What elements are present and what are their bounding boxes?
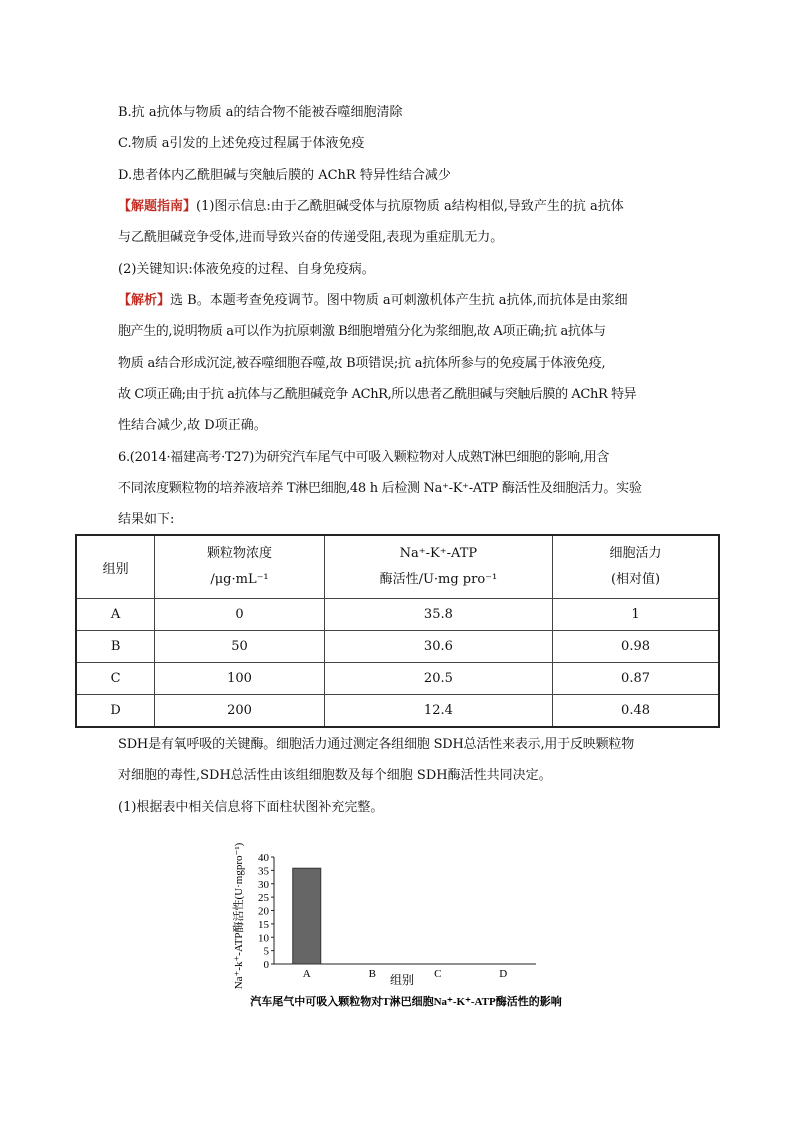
cell-atp: 20.5 — [324, 663, 552, 695]
sdh-line-2: 对细胞的毒性,SDH总活性由该组细胞数及每个细胞 SDH酶活性共同决定。 — [118, 768, 552, 783]
guide-text-1: (1)图示信息:由于乙酰胆碱受体与抗原物质 a结构相似,导致产生的抗 a抗体 — [196, 199, 624, 214]
header-concentration-line1: 颗粒物浓度 — [206, 546, 272, 561]
option-b: B.抗 a抗体与物质 a的结合物不能被吞噬细胞清除 — [118, 105, 403, 120]
chart-category-label: B — [368, 968, 376, 980]
chart-y-tick-label: 10 — [258, 932, 269, 945]
guide-tag: 【解题指南】 — [118, 199, 197, 214]
question6-line-2: 不同浓度颗粒物的培养液培养 T淋巴细胞,48 h 后检测 Na⁺-K⁺-ATP 酶活性及细胞活力。实验 — [118, 481, 642, 496]
chart-y-tick-label: 30 — [258, 878, 269, 891]
header-concentration — [155, 535, 325, 599]
table-row — [76, 663, 719, 695]
cell-group: A — [76, 599, 155, 631]
option-d: D.患者体内乙酰胆碱与突触后膜的 AChR 特异性结合减少 — [118, 168, 451, 183]
chart-y-tick-label: 0 — [263, 959, 269, 971]
chart-category-label: C — [434, 968, 442, 980]
chart-y-tick-label: 5 — [263, 945, 269, 958]
cell-concentration: 50 — [155, 631, 325, 663]
chart-y-tick-label: 20 — [258, 905, 269, 918]
analysis-text-1: 选 B。本题考查免疫调节。图中物质 a可刺激机体产生抗 a抗体,而抗体是由浆细 — [170, 293, 628, 308]
cell-atp: 12.4 — [324, 695, 552, 728]
chart-title: 汽车尾气中可吸入颗粒物对T淋巴细胞Na⁺-K⁺-ATP酶活性的影响 — [250, 996, 562, 1008]
table-row — [76, 695, 719, 728]
cell-vitality: 0.87 — [553, 663, 719, 695]
header-concentration-line2: /μg·mL⁻¹ — [210, 572, 269, 587]
table-row — [76, 599, 719, 631]
cell-group: C — [76, 663, 155, 695]
header-atp-line1: Na⁺-K⁺-ATP — [399, 546, 478, 561]
cell-group: B — [76, 631, 155, 663]
cell-atp: 30.6 — [324, 631, 552, 663]
cell-concentration: 100 — [155, 663, 325, 695]
question6-line-3: 结果如下: — [118, 512, 175, 527]
guide-line-3: (2)关键知识:体液免疫的过程、自身免疫病。 — [118, 262, 375, 277]
cell-atp: 35.8 — [324, 599, 552, 631]
analysis-tag: 【解析】 — [118, 293, 171, 308]
analysis-line-2: 胞产生的,说明物质 a可以作为抗原刺激 B细胞增殖分化为浆细胞,故 A项正确;抗 a抗体与 — [118, 324, 606, 339]
table-header-row — [76, 535, 719, 599]
chart-y-axis-label: Na⁺-k⁺-ATP酶活性(U·mgpro⁻¹) — [233, 842, 245, 990]
cell-vitality: 0.98 — [553, 631, 719, 663]
chart-bar-a — [293, 868, 321, 964]
sdh-line-1: SDH是有氧呼吸的关键酶。细胞活力通过测定各组细胞 SDH总活性来表示,用于反映颗粒物 — [118, 737, 634, 752]
header-atp-line2: 酶活性/U·mg pro⁻¹ — [379, 572, 498, 587]
cell-concentration: 200 — [155, 695, 325, 728]
chart-x-axis-label: 组别 — [389, 973, 415, 987]
atp-bar-chart — [230, 826, 600, 1016]
guide-line-1 — [118, 198, 624, 216]
header-group: 组别 — [76, 535, 155, 599]
chart-category-label: A — [302, 968, 311, 980]
analysis-line-5: 性结合减少,故 D项正确。 — [118, 418, 267, 433]
chart-y-tick-label: 40 — [258, 852, 269, 864]
cell-group: D — [76, 695, 155, 728]
cell-vitality: 0.48 — [553, 695, 719, 728]
analysis-line-1 — [118, 292, 628, 310]
cell-concentration: 0 — [155, 599, 325, 631]
header-vitality-line1: 细胞活力 — [609, 546, 662, 561]
guide-line-2: 与乙酰胆碱竞争受体,进而导致兴奋的传递受阻,表现为重症肌无力。 — [118, 230, 504, 245]
header-vitality-line2: (相对值) — [610, 572, 661, 587]
header-atp-activity — [324, 535, 552, 599]
question-1: (1)根据表中相关信息将下面柱状图补充完整。 — [118, 800, 384, 815]
analysis-line-4: 故 C项正确;由于抗 a抗体与乙酰胆碱竞争 AChR,所以患者乙酰胆碱与突触后膜的 AChR 特异 — [118, 387, 637, 402]
analysis-line-3: 物质 a结合形成沉淀,被吞噬细胞吞噬,故 B项错误;抗 a抗体所参与的免疫属于体液免疫, — [118, 356, 606, 371]
question6-line-1: 6.(2014·福建高考·T27)为研究汽车尾气中可吸入颗粒物对人成熟T淋巴细胞的影响,用含 — [118, 450, 610, 465]
header-vitality — [553, 535, 719, 599]
table-row — [76, 631, 719, 663]
chart-y-tick-label: 15 — [258, 918, 269, 931]
results-table — [75, 534, 720, 728]
chart-y-tick-label: 35 — [258, 865, 269, 878]
cell-vitality: 1 — [553, 599, 719, 631]
chart-y-tick-label: 25 — [258, 892, 269, 905]
chart-category-label: D — [499, 968, 508, 980]
option-c: C.物质 a引发的上述免疫过程属于体液免疫 — [118, 136, 365, 151]
